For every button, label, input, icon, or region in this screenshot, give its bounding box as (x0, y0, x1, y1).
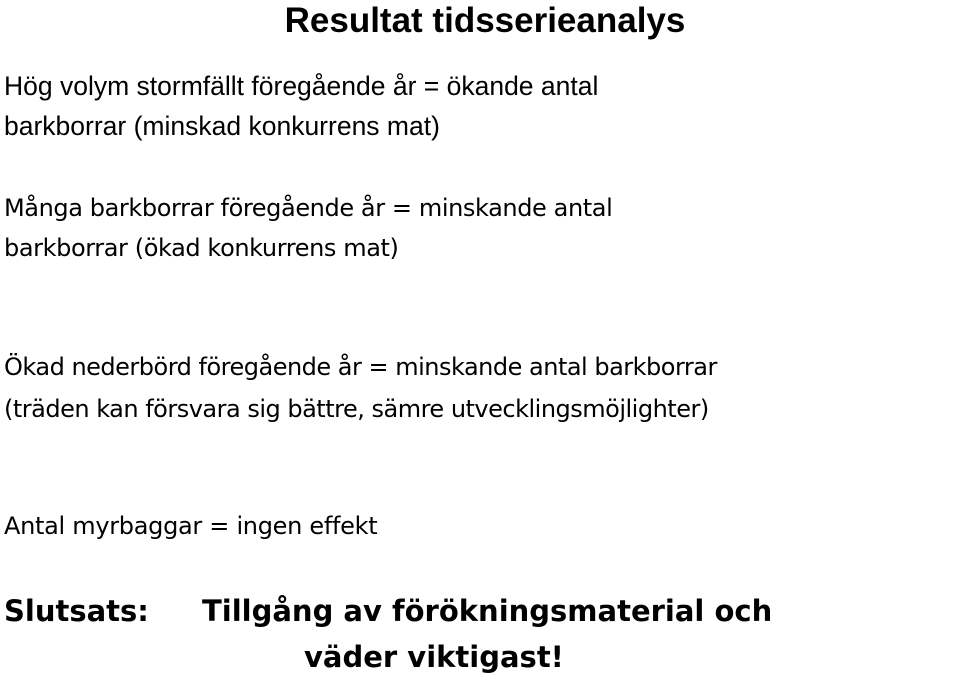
finding-line: barkborrar (ökad konkurrens mat) (4, 234, 399, 262)
conclusion-label: Slutsats: (4, 594, 149, 628)
finding-storm-felled-volume (4, 66, 598, 146)
finding-line: barkborrar (minskad konkurrens mat) (4, 111, 440, 141)
finding-previous-beetles (4, 188, 612, 268)
finding-precipitation (4, 346, 717, 430)
conclusion-text-line1: Tillgång av förökningsmaterial och (202, 594, 773, 628)
finding-line: Ökad nederbörd föregående år = minskande antal barkborrar (4, 353, 717, 381)
finding-line: Många barkborrar föregående år = minskande antal (4, 194, 613, 222)
finding-line: (träden kan försvara sig bättre, sämre utvecklingsmöjlighter) (4, 395, 709, 423)
finding-line: Antal myrbaggar = ingen effekt (4, 512, 378, 540)
conclusion (4, 588, 772, 680)
slide-title: Resultat tidsserieanalys (284, 1, 686, 40)
conclusion-text-line2: väder viktigast! (304, 640, 564, 674)
finding-line: Hög volym stormfällt föregående år = ökande antal (4, 71, 599, 101)
finding-ant-beetles (4, 505, 377, 547)
